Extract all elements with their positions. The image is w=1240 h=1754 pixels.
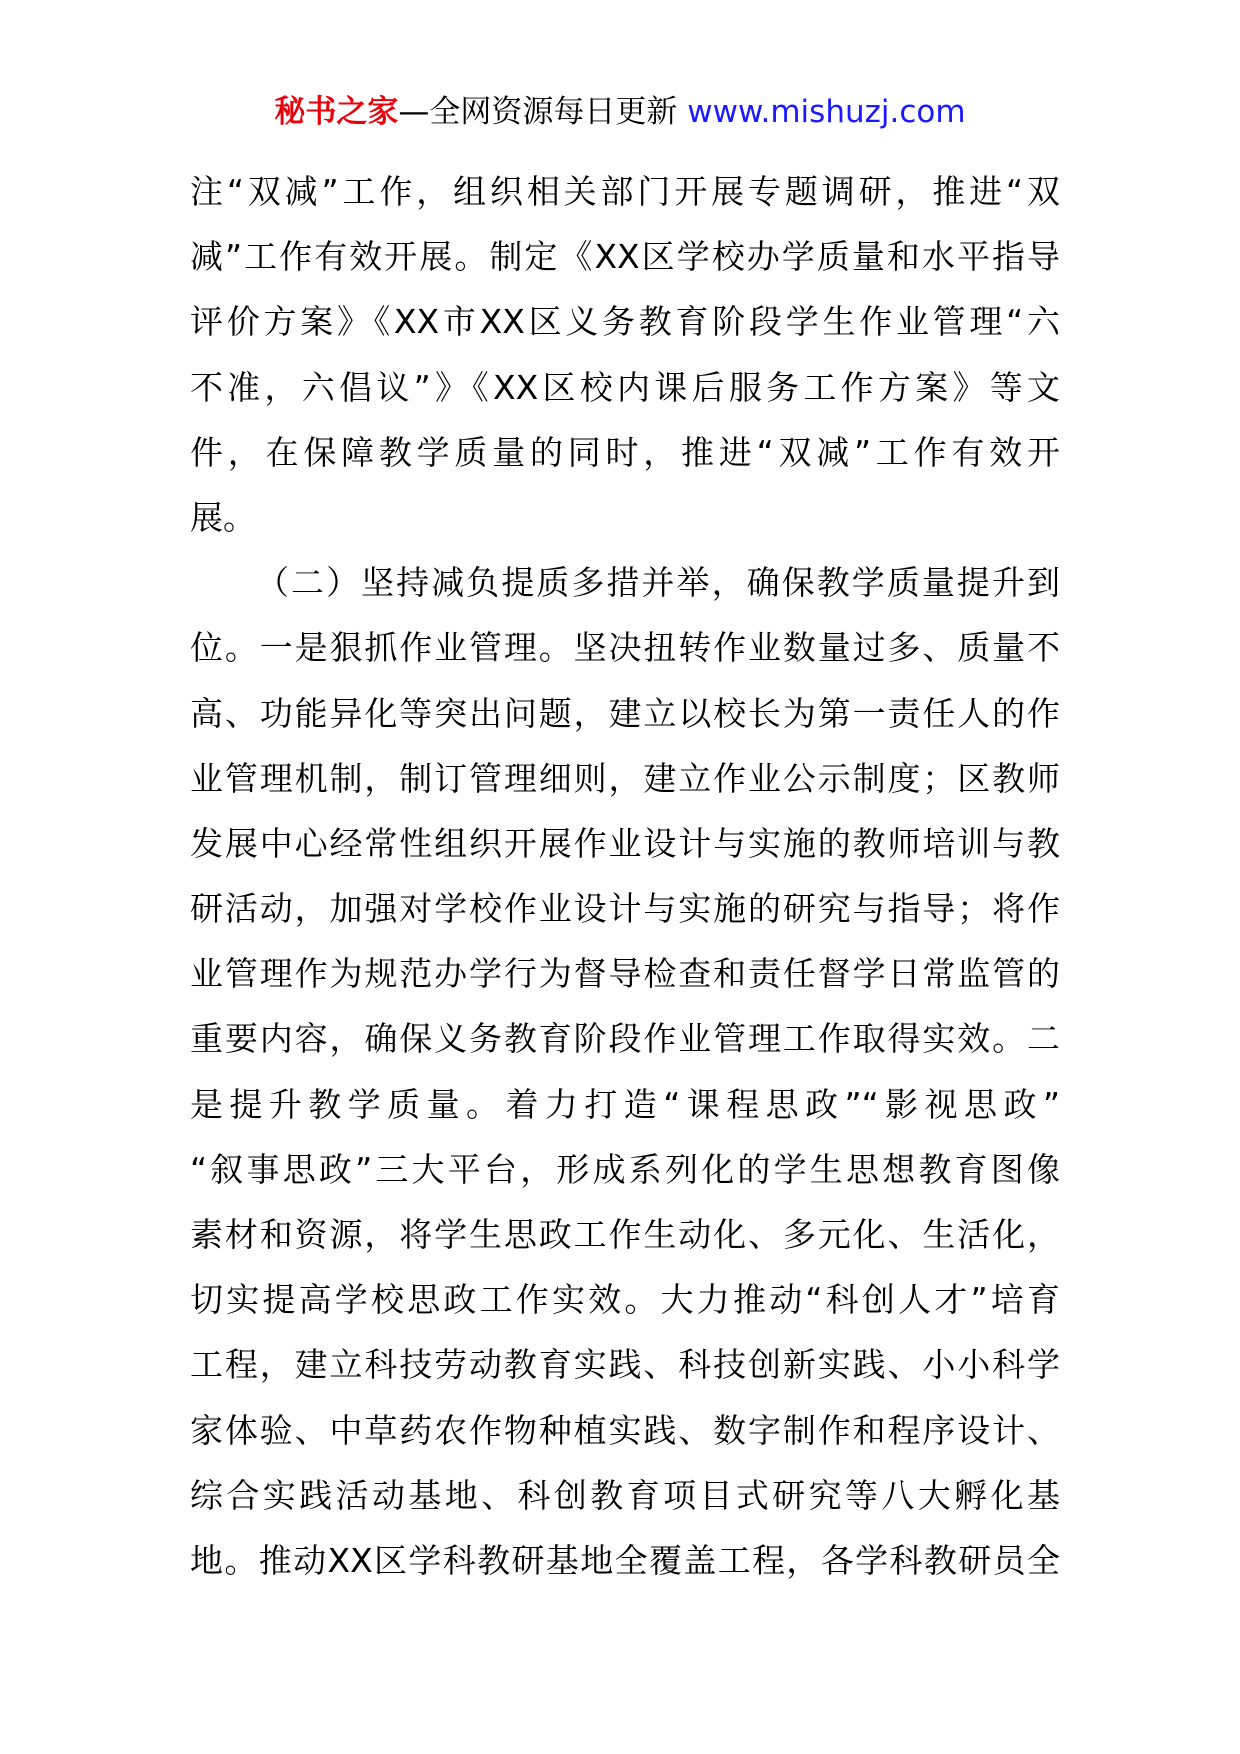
text-line: 位。一是狠抓作业管理。坚决扭转作业数量过多、质量不 [190, 628, 1060, 668]
text-line: （二）坚持减负提质多措并举，确保教学质量提升到 [256, 563, 1060, 603]
text-line: 评价方案》《XX市XX区义务教育阶段学生作业管理“六 [190, 302, 1060, 342]
document-body [190, 159, 1060, 1593]
text-line: 业管理机制，制订管理细则，建立作业公示制度；区教师 [190, 758, 1060, 798]
text-line: 切实提高学校思政工作实效。大力推动“科创人才”培育 [190, 1280, 1060, 1320]
text-line: 是提升教学质量。着力打造“课程思政”“影视思政” [190, 1084, 1060, 1124]
text-line: 高、功能异化等突出问题，建立以校长为第一责任人的作 [190, 693, 1060, 733]
site-url[interactable]: www.mishuzj.com [687, 94, 966, 130]
text-line: 家体验、中草药农作物种植实践、数字制作和程序设计、 [190, 1410, 1060, 1450]
text-line: 综合实践活动基地、科创教育项目式研究等八大孵化基 [190, 1475, 1060, 1515]
paragraph-2 [190, 550, 1060, 1593]
text-line: 素材和资源，将学生思政工作生动化、多元化、生活化， [190, 1215, 1060, 1254]
text-line: 不准，六倡议”》《XX区校内课后服务工作方案》等文 [190, 367, 1060, 407]
text-line: “叙事思政”三大平台，形成系列化的学生思想教育图像 [190, 1149, 1060, 1189]
text-line: 工程，建立科技劳动教育实践、科技创新实践、小小科学 [190, 1345, 1060, 1385]
brand-name: 秘书之家 [274, 94, 399, 130]
text-line: 重要内容，确保义务教育阶段作业管理工作取得实效。二 [190, 1019, 1060, 1059]
header-tagline: —全网资源每日更新 [398, 94, 678, 130]
text-line: 展。 [190, 497, 256, 537]
text-line: 研活动，加强对学校作业设计与实施的研究与指导；将作 [190, 889, 1060, 929]
paragraph-1 [190, 159, 1060, 550]
text-line: 件，在保障教学质量的同时，推进“双减”工作有效开 [190, 432, 1060, 472]
watermark-header [0, 92, 1240, 132]
text-line: 注“双减”工作，组织相关部门开展专题调研，推进“双 [190, 172, 1060, 211]
text-line: 业管理作为规范办学行为督导检查和责任督学日常监管的 [190, 954, 1060, 994]
text-line: 地。推动XX区学科教研基地全覆盖工程，各学科教研员全 [190, 1540, 1060, 1580]
text-line: 减”工作有效开展。制定《XX区学校办学质量和水平指导 [190, 237, 1060, 277]
text-line: 发展中心经常性组织开展作业设计与实施的教师培训与教 [190, 823, 1060, 863]
